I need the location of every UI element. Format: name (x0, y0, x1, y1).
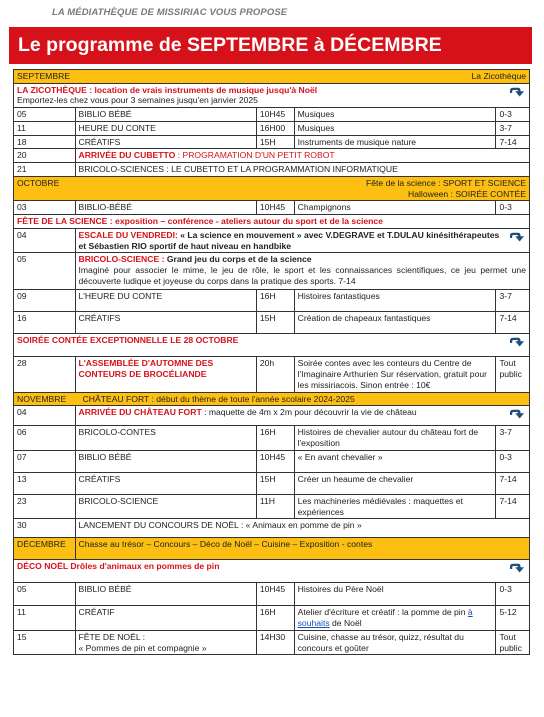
event-time: 15H (256, 312, 294, 334)
event-time: 16H (256, 426, 294, 450)
month-row-december (14, 538, 530, 560)
event-activity-line: FÊTE DE NOËL : (78, 631, 146, 642)
event-row (14, 472, 530, 494)
event-activity-lead: ARRIVÉE DU CHÂTEAU FORT (78, 407, 202, 418)
event-time: 10H45 (256, 201, 294, 215)
month-theme: CHÂTEAU FORT : début du thème de toute l'année scolaire 2024-2025 (82, 393, 355, 404)
event-day: 04 (14, 406, 76, 426)
event-row (14, 406, 530, 426)
event-row (14, 426, 530, 450)
event-age: 7-14 (496, 312, 530, 334)
highlight-title: FÊTE DE LA SCIENCE : exposition – conférence - ateliers autour du sport et de la science (14, 215, 530, 229)
event-activity-lead: ESCALE DU VENDREDI: (78, 229, 178, 240)
event-time: 20h (256, 357, 294, 392)
event-activity: L'ASSEMBLÉE D'AUTOMNE DES CONTEURS DE BROCÉLIANDE (75, 357, 256, 392)
event-description: Cuisine, chasse au trésor, quizz, résultat du concours et goûter (294, 630, 496, 654)
event-activity-line: « Pommes de pin et compagnie » (78, 642, 207, 653)
event-row (14, 519, 530, 538)
event-description: Instruments de musique nature (294, 135, 496, 149)
highlight-row (14, 334, 530, 357)
month-label: SEPTEMBRE (17, 71, 71, 81)
event-activity: BRICOLO-SCIENCE (75, 494, 256, 518)
event-row (14, 312, 530, 334)
event-row (14, 494, 530, 518)
highlight-row (14, 83, 530, 107)
event-row (14, 290, 530, 312)
event-activity: BIBLIO BÉBÉ (75, 450, 256, 472)
event-activity (75, 630, 256, 654)
event-day: 11 (14, 121, 76, 135)
event-activity-rest: : PROGRAMATION D'UN PETIT ROBOT (175, 150, 335, 161)
event-day: 04 (14, 228, 76, 252)
event-day: 18 (14, 135, 76, 149)
event-row (14, 630, 530, 654)
event-row (14, 606, 530, 630)
event-age: 7-14 (496, 472, 530, 494)
event-time: 16H00 (256, 121, 294, 135)
event-description: Imaginé pour associer le mime, le jeu de rôle, le sport et les connaissances scientifiques, ce jeu permet une découverte ludique et joyeuse du corps dans la pratique des sports. 7-14 (78, 265, 526, 286)
event-description: Histoires du Père Noël (294, 583, 496, 606)
turn-arrow-icon (508, 408, 526, 422)
event-description: Musiques (294, 121, 496, 135)
month-label: NOVEMBRE (17, 393, 67, 404)
event-activity: LANCEMENT DU CONCOURS DE NOËL : « Animaux en pomme de pin » (75, 519, 529, 538)
month-label: OCTOBRE (17, 177, 60, 188)
event-time: 10H45 (256, 108, 294, 122)
event-description: Champignons (294, 201, 496, 215)
event-activity: HEURE DU CONTE (75, 121, 256, 135)
highlight-title: LA ZICOTHÈQUE : location de vrais instruments de musique jusqu'à Noël (17, 84, 318, 95)
event-activity-rest: : maquette de 4m x 2m pour découvrir la vie de château (201, 407, 417, 418)
event-row (14, 253, 530, 290)
month-theme: Halloween : SOIRÉE CONTÉE (408, 188, 526, 199)
event-activity: CRÉATIFS (75, 135, 256, 149)
event-age: Tout public (496, 357, 530, 392)
event-activity-lead: ARRIVÉE DU CUBETTO (78, 150, 176, 161)
event-activity: BRICOLO-CONTES (75, 426, 256, 450)
event-day: 09 (14, 290, 76, 312)
event-activity: BIBLIO BÉBÉ (75, 108, 256, 122)
event-day: 30 (14, 519, 76, 538)
event-day: 16 (14, 312, 76, 334)
event-activity (75, 149, 529, 163)
event-description: Créer un heaume de chevalier (294, 472, 496, 494)
event-row (14, 149, 530, 163)
event-day: 03 (14, 201, 76, 215)
event-day: 05 (14, 253, 76, 290)
event-description: Histoires fantastiques (294, 290, 496, 312)
event-age: 0-3 (496, 201, 530, 215)
event-activity: CRÉATIFS (75, 472, 256, 494)
event-day: 13 (14, 472, 76, 494)
page-kicker: LA MÉDIATHÈQUE DE MISSIRIAC VOUS PROPOSE (52, 7, 288, 18)
highlight-row (14, 215, 530, 229)
page-title-banner: Le programme de SEPTEMBRE à DÉCEMBRE (9, 27, 532, 64)
month-row-september (14, 70, 530, 84)
event-time: 11H (256, 494, 294, 518)
event-activity: CRÉATIF (75, 606, 256, 630)
event-time: 16H (256, 290, 294, 312)
event-age: 3-7 (496, 290, 530, 312)
event-day: 05 (14, 108, 76, 122)
event-age: 5-12 (496, 606, 530, 630)
event-row (14, 108, 530, 122)
event-day: 06 (14, 426, 76, 450)
highlight-title: DÉCO NOËL Drôles d'animaux en pommes de pin (17, 561, 220, 572)
event-description: Soirée contes avec les conteurs du Centre de l'Imaginaire Arthurien Sur réservation, gratuit pour les missiriacois. Sinon entrée : 10€ (294, 357, 496, 392)
turn-arrow-icon (508, 231, 526, 245)
event-time: 15H (256, 472, 294, 494)
event-activity-lead: BRICOLO-SCIENCE : (78, 254, 165, 265)
event-age: 7-14 (496, 494, 530, 518)
event-row (14, 163, 530, 177)
event-description-text: Atelier d'écriture et créatif : la pomme de pin (297, 607, 468, 618)
event-age: 0-3 (496, 450, 530, 472)
program-table (13, 69, 530, 655)
event-description: Histoires de chevalier autour du château fort de l'exposition (294, 426, 496, 450)
event-day: 21 (14, 163, 76, 177)
month-theme: Chasse au trésor – Concours – Déco de Noël – Cuisine – Exposition - contes (75, 538, 529, 560)
event-description: Musiques (294, 108, 496, 122)
event-activity: CRÉATIFS (75, 312, 256, 334)
turn-arrow-icon (508, 86, 526, 100)
event-age: 3-7 (496, 426, 530, 450)
turn-arrow-icon (508, 336, 526, 350)
month-theme: La Zicothèque (471, 71, 526, 81)
event-row (14, 583, 530, 606)
event-time: 15H (256, 135, 294, 149)
event-row (14, 135, 530, 149)
event-age: Tout public (496, 630, 530, 654)
event-description (294, 606, 496, 630)
event-description: « En avant chevalier » (294, 450, 496, 472)
month-theme: Fête de la science : SPORT ET SCIENCE (365, 177, 526, 188)
event-day: 23 (14, 494, 76, 518)
month-label: DÉCEMBRE (14, 538, 76, 560)
event-activity-rest: Grand jeu du corps et de la science (164, 254, 312, 265)
month-row-october (14, 176, 530, 200)
highlight-title: SOIRÉE CONTÉE EXCEPTIONNELLE LE 28 OCTOBRE (17, 335, 239, 346)
highlight-subtitle: Emportez-les chez vous pour 3 semaines jusqu'en janvier 2025 (17, 95, 258, 106)
event-row (14, 201, 530, 215)
highlight-row (14, 560, 530, 583)
event-activity: BRICOLO-SCIENCES : LE CUBETTO ET LA PROGRAMMATION INFORMATIQUE (75, 163, 529, 177)
event-activity-rest: « La science en mouvement » avec V.DEGRAVE et T.DULAU kinésithérapeutes et Sébastien RIO sportif de haut niveau en handbike (78, 229, 500, 251)
event-day: 28 (14, 357, 76, 392)
event-time: 16H (256, 606, 294, 630)
event-description: Création de chapeaux fantastiques (294, 312, 496, 334)
event-row (14, 228, 530, 252)
event-time: 10H45 (256, 450, 294, 472)
event-time: 10H45 (256, 583, 294, 606)
event-age: 3-7 (496, 121, 530, 135)
souhaits-link[interactable]: à souhaits (297, 607, 473, 629)
event-row (14, 121, 530, 135)
event-day: 15 (14, 630, 76, 654)
event-age: 0-3 (496, 108, 530, 122)
event-description: Les machineries médiévales : maquettes et expériences (294, 494, 496, 518)
event-day: 05 (14, 583, 76, 606)
event-row (14, 450, 530, 472)
event-age: 7-14 (496, 135, 530, 149)
event-row (14, 357, 530, 392)
event-description-text: de Noël (329, 618, 362, 629)
event-activity: BIBLIO-BÉBÉ (75, 201, 256, 215)
event-day: 07 (14, 450, 76, 472)
event-time: 14H30 (256, 630, 294, 654)
month-row-november (14, 392, 530, 406)
event-activity: BIBLIO BÉBÉ (75, 583, 256, 606)
turn-arrow-icon (508, 562, 526, 576)
event-activity: L'HEURE DU CONTE (75, 290, 256, 312)
event-age: 0-3 (496, 583, 530, 606)
event-day: 20 (14, 149, 76, 163)
event-day: 11 (14, 606, 76, 630)
